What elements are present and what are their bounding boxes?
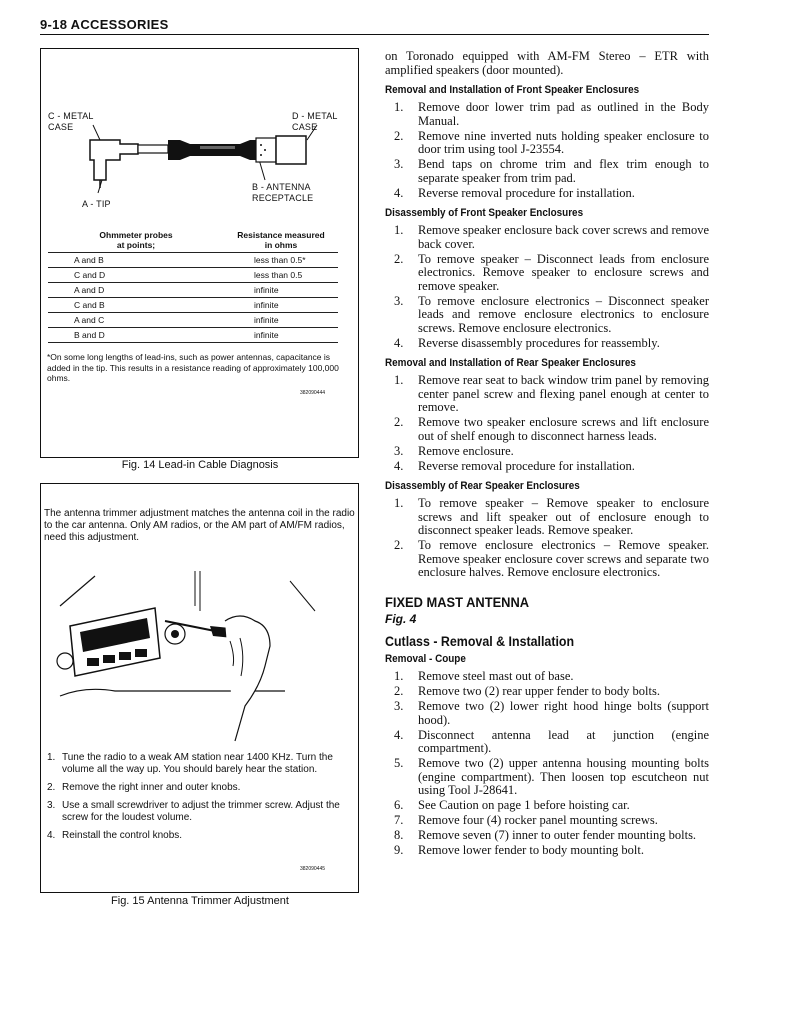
right-column bbox=[385, 50, 709, 859]
list-item: 1. Tune the radio to a weak AM station near 1400 KHz. Turn the volume all the way up. You should barely hear the station. bbox=[47, 752, 333, 775]
item-text: Remove two speaker enclosure screws and lift enclosure out of shelf enough to disconnect harness leads. bbox=[418, 415, 709, 443]
step-text: Use a small screwdriver to adjust the trimmer screw. Adjust the screw for the loudest volume. bbox=[62, 800, 340, 823]
item-text: To remove speaker – Disconnect leads from enclosure electronics. Remove speaker to enclosure screws and remove speaker. bbox=[418, 251, 709, 293]
page-header-title: 9-18 ACCESSORIES bbox=[40, 17, 169, 32]
item-text: Remove four (4) rocker panel mounting screws. bbox=[418, 813, 658, 827]
list-item: 7. Remove four (4) rocker panel mounting screws. bbox=[394, 813, 658, 827]
table-row bbox=[48, 283, 338, 298]
list-item: 4. Reverse removal procedure for installation. bbox=[394, 185, 635, 200]
table-cell: A and C bbox=[48, 313, 224, 328]
table-cell: A and D bbox=[48, 283, 224, 298]
table-cell: infinite bbox=[224, 298, 338, 313]
label-c-metal-case: C - METAL CASE bbox=[48, 111, 94, 132]
item-text: Reverse disassembly procedures for reassembly. bbox=[418, 335, 660, 350]
item-text: Remove speaker enclosure back cover screws and remove back cover. bbox=[418, 223, 709, 251]
figure-14-code: 382090444 bbox=[300, 390, 326, 396]
figure-15-steps bbox=[44, 752, 360, 848]
section-heading: Removal and Installation of Rear Speaker Enclosures bbox=[385, 357, 636, 369]
list-item: 3. Remove two (2) lower right hood hinge bolts (support hood). bbox=[394, 699, 709, 727]
item-text: Remove seven (7) inner to outer fender mounting bolts. bbox=[418, 828, 697, 842]
list-item: 2. To remove enclosure electronics – Remove speaker. Remove speaker enclosure cover screws and separate two enclosure halves. Remove enclosure electronics. bbox=[394, 538, 709, 579]
list-item: 1. Remove steel mast out of base. bbox=[394, 669, 574, 683]
figure-15-code: 382090445 bbox=[300, 866, 326, 872]
list-item: 1. Remove door lower trim pad as outlined in the Body Manual. bbox=[394, 100, 709, 128]
list-item: 4. Reverse disassembly procedures for reassembly. bbox=[394, 335, 660, 350]
table-cell: A and B bbox=[48, 253, 224, 268]
item-text: Reverse removal procedure for installation. bbox=[418, 458, 635, 473]
table-cell: B and D bbox=[48, 328, 224, 343]
table-row bbox=[48, 253, 338, 268]
table-header-probes: Ohmmeter probes at points; bbox=[99, 230, 173, 250]
list-item: 9. Remove lower fender to body mounting bolt. bbox=[394, 843, 645, 857]
antenna-list bbox=[385, 670, 709, 858]
table-cell: infinite bbox=[224, 328, 338, 343]
label-b-antenna-receptacle: B - ANTENNA RECEPTACLE bbox=[252, 182, 314, 203]
table-cell: infinite bbox=[224, 283, 338, 298]
item-text: Remove steel mast out of base. bbox=[418, 669, 574, 683]
table-cell: less than 0.5* bbox=[224, 253, 338, 268]
item-text: Remove two (2) upper antenna housing mounting bolts (engine compartment). Then loosen top escutcheon nut using Tool J-28641. bbox=[418, 756, 709, 797]
intro-paragraph: on Toronado equipped with AM-FM Stereo – ETR with amplified speakers (door mounted). bbox=[385, 49, 709, 77]
section-heading: Disassembly of Rear Speaker Enclosures bbox=[385, 480, 580, 492]
table-cell: C and D bbox=[48, 268, 224, 283]
step-text: Reinstall the control knobs. bbox=[62, 830, 183, 841]
antenna-fig-ref: Fig. 4 bbox=[385, 611, 417, 626]
list-item: 4. Reinstall the control knobs. bbox=[47, 830, 183, 841]
list-item: 2. Remove the right inner and outer knobs. bbox=[47, 782, 241, 793]
list-item: 1. Remove speaker enclosure back cover screws and remove back cover. bbox=[394, 223, 709, 251]
item-text: Remove enclosure. bbox=[418, 443, 514, 458]
list-item: 3. Use a small screwdriver to adjust the trimmer screw. Adjust the screw for the loudest volume. bbox=[47, 800, 340, 823]
item-text: To remove enclosure electronics – Remove speaker. Remove speaker enclosure cover screws and separate two enclosure halves. Remove enclosure electronics. bbox=[418, 538, 709, 579]
figure-15-caption: Fig. 15 Antenna Trimmer Adjustment bbox=[111, 895, 289, 907]
list-item: 5. Remove two (2) upper antenna housing mounting bolts (engine compartment). Then loosen top escutcheon nut using Tool J-28641. bbox=[394, 756, 709, 797]
item-text: Remove two (2) rear upper fender to body bolts. bbox=[418, 684, 660, 698]
table-cell: less than 0.5 bbox=[224, 268, 338, 283]
antenna-title: FIXED MAST ANTENNA bbox=[385, 593, 530, 610]
item-text: To remove enclosure electronics – Disconnect speaker leads and remove enclosure electronics to enclosure screws. Remove enclosure electronics. bbox=[418, 293, 709, 335]
section-list bbox=[385, 101, 709, 200]
ohmmeter-table bbox=[48, 230, 338, 343]
list-item: 2. Remove two speaker enclosure screws and lift enclosure out of shelf enough to disconnect harness leads. bbox=[394, 415, 709, 443]
list-item: 2. Remove two (2) rear upper fender to body bolts. bbox=[394, 684, 660, 698]
section-list bbox=[385, 224, 709, 350]
table-footnote: *On some long lengths of lead-ins, such as power antennas, capacitance is added in the tip. This results in a resistance reading of approximately 100,000 ohms. bbox=[47, 352, 339, 383]
item-text: Bend taps on chrome trim and flex trim enough to separate speaker from trim pad. bbox=[418, 157, 709, 185]
table-cell: C and B bbox=[48, 298, 224, 313]
step-text: Tune the radio to a weak AM station near 1400 KHz. Turn the volume all the way up. You should barely hear the station. bbox=[62, 752, 333, 775]
list-item: 1. To remove speaker – Remove speaker to enclosure screws and lift speaker out of enclosure enough to disconnect speaker leads. Remove speaker. bbox=[394, 496, 709, 537]
list-item: 3. To remove enclosure electronics – Disconnect speaker leads and remove enclosure electronics to enclosure screws. Remove enclosure electronics. bbox=[394, 293, 709, 335]
list-item: 2. To remove speaker – Disconnect leads from enclosure electronics. Remove speaker to enclosure screws and remove speaker. bbox=[394, 251, 709, 293]
section-heading: Removal and Installation of Front Speaker Enclosures bbox=[385, 84, 640, 96]
table-row bbox=[48, 328, 338, 343]
lead-in-cable-diagram bbox=[60, 118, 330, 198]
table-row bbox=[48, 268, 338, 283]
table-row bbox=[48, 313, 338, 328]
figure-14-caption: Fig. 14 Lead-in Cable Diagnosis bbox=[121, 459, 279, 471]
table-header-resistance: Resistance measured in ohms bbox=[237, 230, 325, 250]
table-row bbox=[48, 298, 338, 313]
section-list bbox=[385, 374, 709, 473]
list-item: 6. See Caution on page 1 before hoisting car. bbox=[394, 798, 630, 812]
item-text: See Caution on page 1 before hoisting car. bbox=[418, 798, 630, 812]
list-item: 4. Disconnect antenna lead at junction (engine compartment). bbox=[394, 727, 709, 755]
page-header bbox=[40, 16, 709, 35]
list-item: 2. Remove nine inverted nuts holding speaker enclosure to door trim using tool J-23554. bbox=[394, 128, 709, 156]
item-text: Reverse removal procedure for installation. bbox=[418, 185, 635, 200]
list-item: 8. Remove seven (7) inner to outer fender mounting bolts. bbox=[394, 828, 697, 842]
list-item: 4. Reverse removal procedure for installation. bbox=[394, 458, 635, 473]
list-item: 3. Bend taps on chrome trim and flex trim enough to separate speaker from trim pad. bbox=[394, 157, 709, 185]
section-list bbox=[385, 497, 709, 580]
item-text: Remove nine inverted nuts holding speaker enclosure to door trim using tool J-23554. bbox=[418, 128, 709, 156]
antenna-subheading: Removal - Coupe bbox=[385, 653, 466, 665]
step-text: Remove the right inner and outer knobs. bbox=[62, 782, 241, 793]
section-heading: Disassembly of Front Speaker Enclosures bbox=[385, 207, 584, 219]
label-d-metal-case: D - METAL CASE bbox=[292, 111, 338, 132]
label-a-tip: A - TIP bbox=[82, 199, 111, 209]
item-text: Remove lower fender to body mounting bolt. bbox=[418, 843, 645, 857]
item-text: To remove speaker – Remove speaker to enclosure screws and lift speaker out of enclosure enough to disconnect speaker leads. Remove speaker. bbox=[418, 496, 709, 537]
item-text: Remove two (2) lower right hood hinge bolts (support hood). bbox=[418, 699, 709, 727]
table-cell: infinite bbox=[224, 313, 338, 328]
figure-15-intro: The antenna trimmer adjustment matches the antenna coil in the radio to the car antenna. Only AM radios, or the AM part of AM/FM radios, need this adjustment. bbox=[44, 508, 355, 543]
item-text: Remove rear seat to back window trim panel by removing center panel screw and flexing panel enough at center to remove. bbox=[418, 373, 709, 414]
item-text: Disconnect antenna lead at junction (engine compartment). bbox=[418, 727, 709, 755]
radio-trimmer-illustration bbox=[55, 566, 345, 746]
list-item: 3. Remove enclosure. bbox=[394, 443, 514, 458]
antenna-subtitle: Cutlass - Removal & Installation bbox=[385, 634, 575, 649]
item-text: Remove door lower trim pad as outlined in the Body Manual. bbox=[418, 100, 709, 128]
list-item: 1. Remove rear seat to back window trim panel by removing center panel screw and flexing panel enough at center to remove. bbox=[394, 373, 709, 414]
